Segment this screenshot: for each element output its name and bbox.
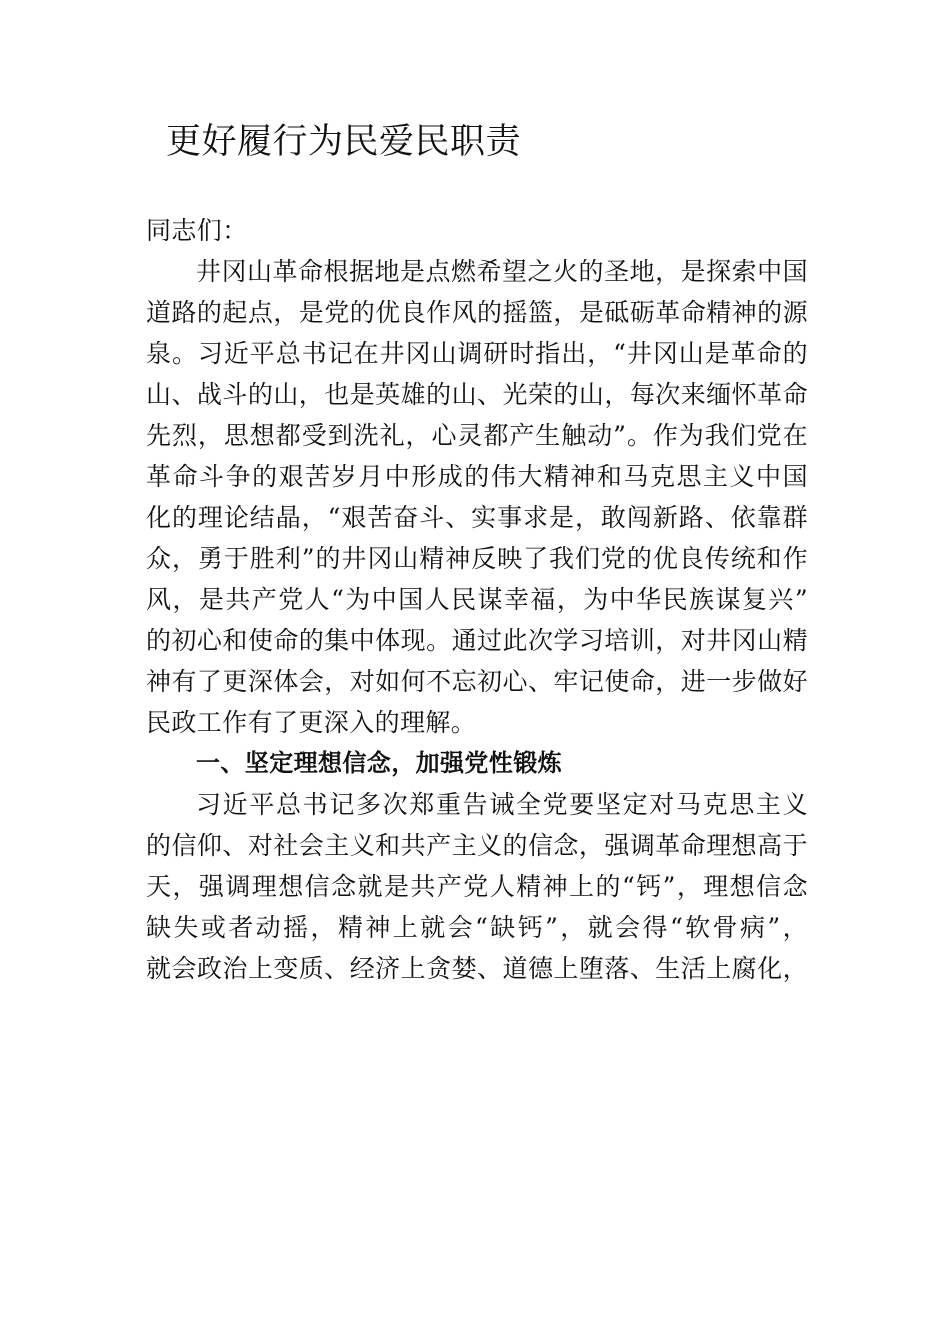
text-line: 井冈山革命根据地是点燃希望之火的圣地，是探索中国 (196, 257, 808, 286)
text-line: 山、战斗的山，也是英雄的山、光荣的山，每次来缅怀革命 (146, 380, 808, 409)
paragraph-intro (146, 251, 808, 743)
text-line: 风，是共产党人“为中国人民谋幸福，为中华民族谋复兴” (146, 585, 808, 614)
text-line: 革命斗争的艰苦岁月中形成的伟大精神和马克思主义中国 (146, 462, 808, 491)
text-line: 民政工作有了更深入的理解。 (146, 708, 477, 737)
greeting: 同志们： (146, 216, 248, 245)
document-body (146, 210, 808, 989)
text-line: 化的理论结晶，“艰苦奋斗、实事求是，敢闯新路、依靠群 (146, 503, 808, 532)
text-line: 就会政治上变质、经济上贪婪、道德上堕落、生活上腐化， (146, 954, 808, 983)
text-line: 缺失或者动摇，精神上就会“缺钙”，就会得“软骨病”， (146, 913, 808, 942)
text-line: 道路的起点，是党的优良作风的摇篮，是砥砺革命精神的源 (146, 298, 808, 327)
text-line: 神有了更深体会，对如何不忘初心、牢记使命，进一步做好 (146, 667, 808, 696)
text-line: 先烈，思想都受到洗礼，心灵都产生触动”。作为我们党在 (146, 421, 808, 450)
paragraph-section1 (146, 784, 808, 989)
text-line: 的信仰、对社会主义和共产主义的信念，强调革命理想高于 (146, 831, 808, 860)
text-line: 众，勇于胜利”的井冈山精神反映了我们党的优良传统和作 (146, 544, 808, 573)
text-line: 天，强调理想信念就是共产党人精神上的“钙”，理想信念 (146, 872, 808, 901)
text-line: 习近平总书记多次郑重告诫全党要坚定对马克思主义 (196, 790, 808, 819)
document-title: 更好履行为民爱民职责 (166, 122, 522, 162)
section-heading: 一、坚定理想信念，加强党性锻炼 (196, 749, 562, 777)
text-line: 的初心和使命的集中体现。通过此次学习培训，对井冈山精 (146, 626, 808, 655)
text-line: 泉。习近平总书记在井冈山调研时指出，“井冈山是革命的 (146, 339, 808, 368)
